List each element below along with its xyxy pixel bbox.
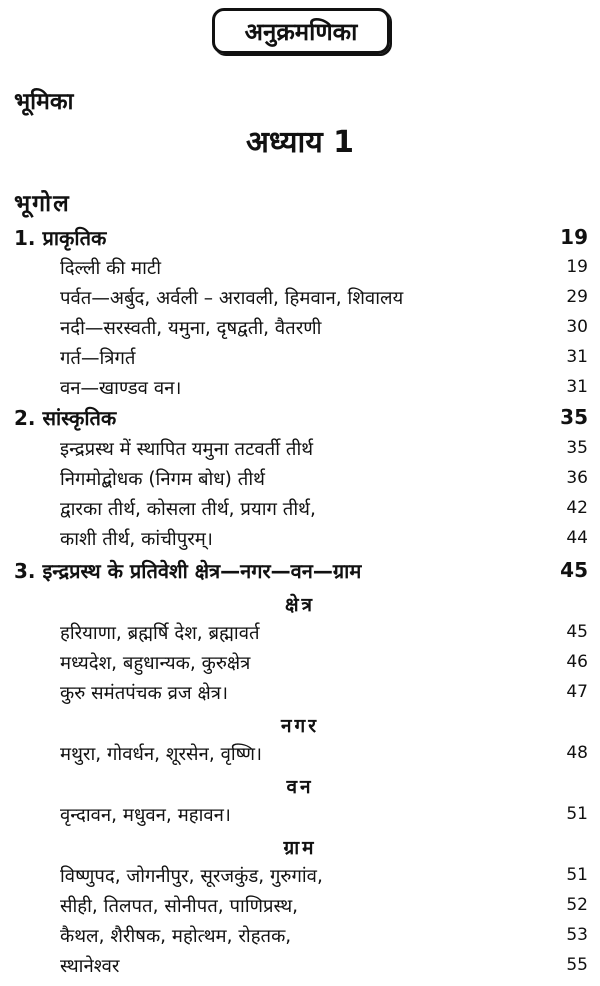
page-number: 35 [566, 438, 588, 458]
toc-section-1 [14, 221, 588, 253]
entry-text: सीही, तिलपत, सोनीपत, पाणिप्रस्थ, [60, 895, 299, 917]
toc-entry [14, 492, 588, 524]
page-number: 47 [566, 682, 588, 702]
entry-text: द्वारका तीर्थ, कोसला तीर्थ, प्रयाग तीर्थ, [60, 498, 316, 520]
toc-entry [14, 646, 588, 678]
intro-heading: भूमिका [14, 89, 74, 115]
page-number: 44 [566, 528, 588, 548]
group-heading: क्षेत्र [284, 594, 316, 616]
page-number: 31 [566, 377, 588, 397]
entry-text: पर्वत—अर्बुद, अर्वली – अरावली, हिमवान, शिवालय [60, 287, 404, 309]
entry-text: कैथल, शैरीषक, महोत्थम, रोहतक, [60, 925, 292, 947]
page-number: 52 [566, 895, 588, 915]
toc-entry [14, 462, 588, 494]
page-number: 19 [560, 225, 588, 249]
part-heading: भूगोल [14, 191, 71, 217]
toc-entry [14, 251, 588, 283]
group-heading: वन [286, 776, 314, 798]
entry-text: वन—खाण्डव वन। [60, 377, 182, 399]
toc-entry [14, 341, 588, 373]
toc-entry [14, 522, 588, 554]
page-number: 30 [566, 317, 588, 337]
section-label: 3. इन्द्रप्रस्थ के प्रतिवेशी क्षेत्र—नगर—वन—ग्राम [14, 558, 362, 583]
toc-entry [14, 859, 588, 891]
page-number: 19 [566, 257, 588, 277]
page-number: 46 [566, 652, 588, 672]
group-heading: नगर [280, 715, 319, 737]
page-number: 51 [566, 804, 588, 824]
toc-section-2 [14, 401, 588, 433]
toc-entry [14, 281, 588, 313]
page-number: 51 [566, 865, 588, 885]
toc-entry [14, 889, 588, 921]
page-number: 55 [566, 955, 588, 975]
entry-text: गर्त—त्रिगर्त [60, 347, 136, 369]
page-number: 31 [566, 347, 588, 367]
entry-text: दिल्ली की माटी [60, 257, 162, 279]
page-number: 53 [566, 925, 588, 945]
entry-text: नदी—सरस्वती, यमुना, दृषद्वती, वैतरणी [60, 317, 322, 339]
section-label: 2. सांस्कृतिक [14, 405, 117, 430]
index-title: अनुक्रमणिका [212, 8, 390, 54]
entry-text: वृन्दावन, मधुवन, महावन। [60, 804, 231, 826]
toc-entry [14, 616, 588, 648]
toc-entry [14, 311, 588, 343]
page-number: 45 [560, 558, 588, 582]
toc-entry [14, 676, 588, 708]
entry-text: काशी तीर्थ, कांचीपुरम्। [60, 528, 213, 550]
entry-text: मध्यदेश, बहुधान्यक, कुरुक्षेत्र [60, 652, 251, 674]
toc-section-3 [14, 554, 588, 586]
page-number: 35 [560, 405, 588, 429]
group-heading: ग्राम [283, 837, 317, 859]
page-number: 29 [566, 287, 588, 307]
entry-text: मथुरा, गोवर्धन, शूरसेन, वृष्णि। [60, 743, 263, 765]
entry-text: हरियाणा, ब्रह्मर्षि देश, ब्रह्मावर्त [60, 622, 260, 644]
toc-entry [14, 737, 588, 769]
chapter-heading: अध्याय 1 [245, 125, 355, 160]
section-label: 1. प्राकृतिक [14, 225, 107, 250]
toc-entry [14, 919, 588, 951]
page-number: 48 [566, 743, 588, 763]
toc-entry [14, 949, 588, 981]
entry-text: इन्द्रप्रस्थ में स्थापित यमुना तटवर्ती तीर्थ [60, 438, 314, 460]
page-number: 36 [566, 468, 588, 488]
entry-text: विष्णुपद, जोगनीपुर, सूरजकुंड, गुरुगांव, [60, 865, 323, 887]
page-number: 45 [566, 622, 588, 642]
entry-text: निगमोद्बोधक (निगम बोध) तीर्थ [60, 468, 265, 490]
toc-entry [14, 432, 588, 464]
toc-entry [14, 798, 588, 830]
page-number: 42 [566, 498, 588, 518]
entry-text: कुरु समंतपंचक व्रज क्षेत्र। [60, 682, 228, 704]
toc-entry [14, 371, 588, 403]
entry-text: स्थानेश्वर [60, 955, 120, 977]
